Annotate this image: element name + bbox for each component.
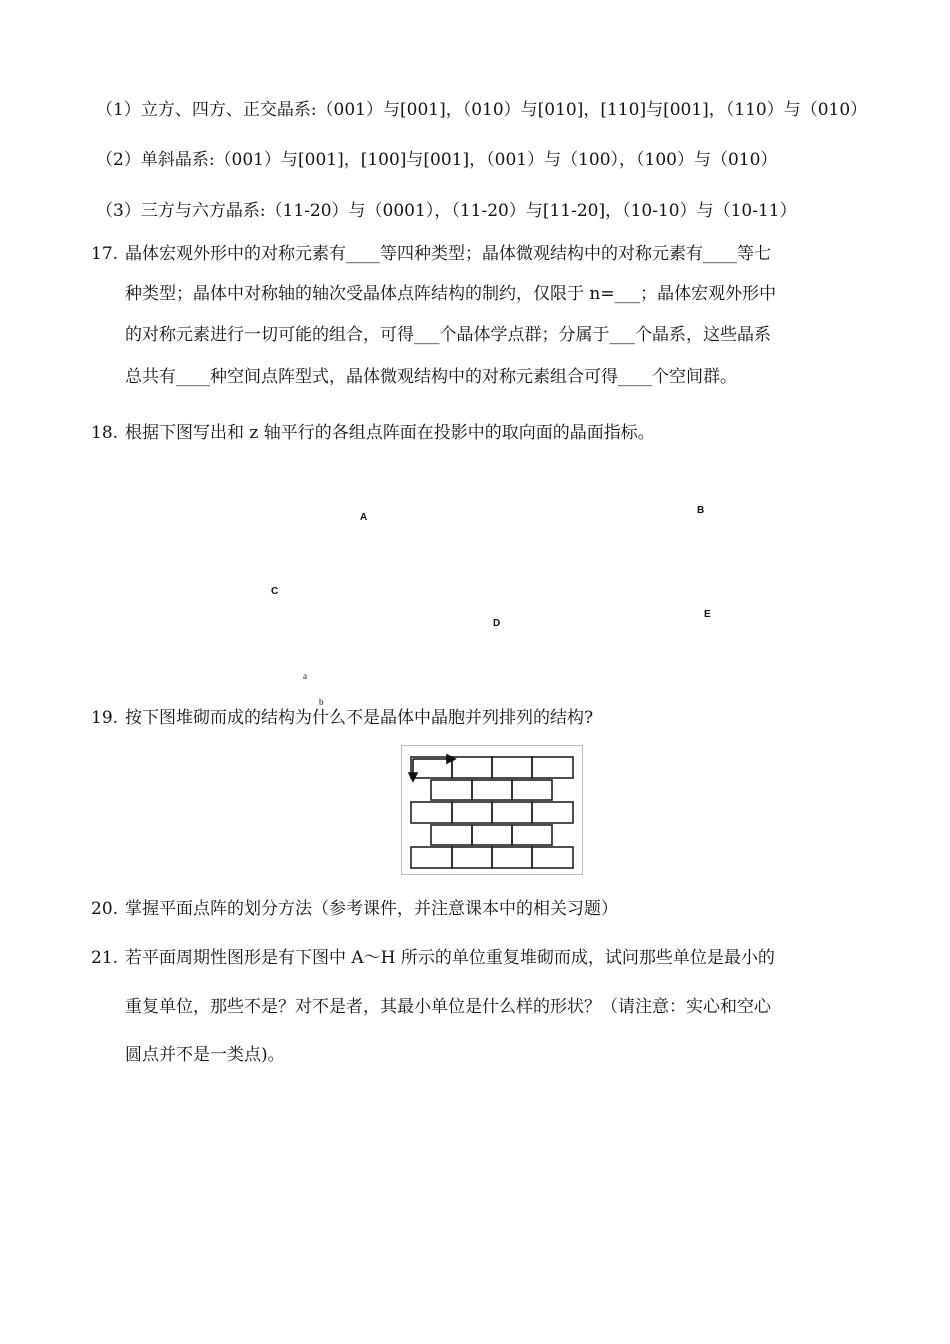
figure-label-a-upper: A bbox=[360, 512, 368, 523]
figure-label-a-lower: a bbox=[303, 671, 307, 681]
brick-wall-figure bbox=[401, 745, 583, 875]
q20-text: 掌握平面点阵的划分方法（参考课件，并注意课本中的相关习题） bbox=[125, 899, 618, 919]
item-2: （2）单斜晶系:（001）与[001]，[100]与[001]，（001）与（100），（100）与（010） bbox=[96, 150, 778, 170]
q19-number: 19. bbox=[91, 708, 119, 728]
q21-line-3: 圆点并不是一类点)。 bbox=[125, 1045, 285, 1065]
q21-number: 21. bbox=[91, 948, 119, 968]
q17-number: 17. bbox=[91, 244, 119, 264]
q17-line-4: 总共有____种空间点阵型式，晶体微观结构中的对称元素组合可得____个空间群。 bbox=[125, 367, 737, 387]
q19-text: 按下图堆砌而成的结构为什么不是晶体中晶胞并列排列的结构? bbox=[125, 708, 594, 728]
figure-label-d-upper: D bbox=[493, 618, 501, 629]
q20-number: 20. bbox=[91, 899, 119, 919]
q18-text: 根据下图写出和 z 轴平行的各组点阵面在投影中的取向面的晶面指标。 bbox=[125, 423, 655, 443]
figure-label-b-lower: b bbox=[319, 697, 324, 707]
figure-label-c-upper: C bbox=[271, 586, 279, 597]
item-3: （3）三方与六方晶系:（11-20）与（0001），（11-20）与[11-20]，（10-10）与（10-11） bbox=[96, 201, 797, 221]
item-1: （1）立方、四方、正交晶系:（001）与[001]，（010）与[010]，[110]与[001]，（110）与（010） bbox=[96, 100, 868, 120]
q21-line-2: 重复单位，那些不是？对不是者，其最小单位是什么样的形状？（请注意：实心和空心 bbox=[125, 997, 771, 1017]
q18-number: 18. bbox=[91, 423, 119, 443]
q17-line-3: 的对称元素进行一切可能的组合，可得___个晶体学点群；分属于___个晶系，这些晶系 bbox=[125, 325, 771, 345]
q21-line-1: 若平面周期性图形是有下图中 A～H 所示的单位重复堆砌而成，试问那些单位是最小的 bbox=[125, 948, 775, 968]
figure-label-e-upper: E bbox=[704, 609, 711, 620]
figure-label-b-upper: B bbox=[697, 505, 705, 516]
q17-line-2: 种类型；晶体中对称轴的轴次受晶体点阵结构的制约，仅限于 n=___；晶体宏观外形中 bbox=[125, 284, 777, 304]
q17-line-1: 晶体宏观外形中的对称元素有____等四种类型；晶体微观结构中的对称元素有____等七 bbox=[125, 244, 771, 264]
